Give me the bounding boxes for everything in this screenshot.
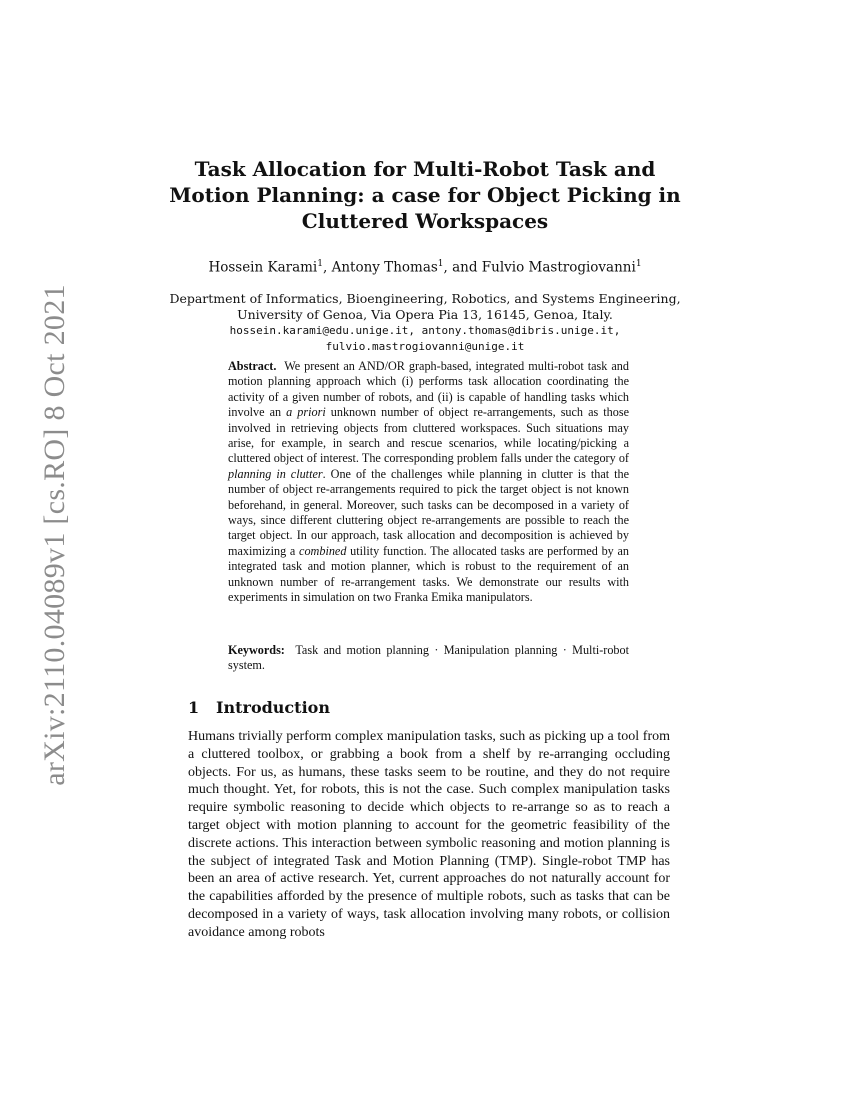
author-name: Fulvio Mastrogiovanni [481,259,636,276]
introduction-paragraph: Humans trivially perform complex manipulation tasks, such as picking up a tool from a cluttered toolbox, or grabbing a book from a shelf by re-arranging occluding objects. For us, as humans, these tasks seem to be routine, and they do not require much thought. Yet, for robots, this is not the case. Such complex manipulation tasks require symbolic reasoning to decide which objects to re-arrange so as to reach a target object with motion planning to account for the geometric feasibility of the discrete actions. This interaction between symbolic reasoning and motion planning is the subject of integrated Task and Motion Planning (TMP). Single-robot TMP has been an area of active research. Yet, current approaches do not naturally account for the capabilities afforded by the presence of multiple robots, such as tasks that can be decomposed in a variety of ways, task allocation involving many robots, or collision avoidance among robots [188,729,670,940]
author-separator: , [322,259,332,276]
keywords-text: Task and motion planning · Manipulation planning · Multi-robot system. [228,643,629,673]
affiliation-line: University of Genoa, Via Opera Pia 13, 16145, Genoa, Italy. [237,307,613,322]
abstract-emphasis: a priori [286,405,326,420]
affiliation-block [150,291,700,355]
author-emails: hossein.karami@edu.unige.it, antony.thomas@dibris.unige.it, [229,324,621,337]
abstract-emphasis: combined [299,543,347,558]
author-name: Antony Thomas [331,259,438,276]
abstract-text: utility function. The allocated tasks are performed by an integrated task and motion planner, which is robust to the requirement of an unknown number of re-arrangement tasks. We demonstrate our results with experiments in simulation on two Franka Emika manipulators. [228,543,629,605]
abstract-text: We present an AND/OR graph-based, integrated multi-robot task and motion planning approach which (i) performs task allocation coordinating the activity of a given number of robots, and (ii) is capable of handling tasks which involve an [228,359,629,420]
keywords [228,643,629,674]
paper-title [150,156,700,234]
abstract-text: . One of the challenges while planning in clutter is that the number of object re-arrangements required to pick the target object is not known beforehand, in general. Moreover, such tasks can be decomposed in a variety of ways, since different cluttering object re-arrangements are possible to reach the target object. In our approach, task allocation and decomposition is achieved by maximizing a [228,466,629,558]
author-affiliation-mark: 1 [437,259,444,269]
abstract-emphasis: planning in clutter [228,466,323,481]
author-name: Hossein Karami [208,259,318,276]
title-line: Task Allocation for Multi-Robot Task and [194,157,656,181]
section-number: 1 [188,698,200,717]
abstract-text: unknown number of object re-arrangements, such as those involved in retrieving objects from cluttered workspaces. Such situations may arise, for example, in search and rescue scenarios, while locating/picking a cluttered object of interest. The corresponding problem falls under the category of [228,405,629,466]
affiliation-line: Department of Informatics, Bioengineering, Robotics, and Systems Engineering, [169,291,681,306]
section-title: Introduction [216,698,330,717]
arxiv-identifier: arXiv:2110.04089v1 [cs.RO] 8 Oct 2021 [38,284,71,786]
title-line: Motion Planning: a case for Object Picking in [169,183,681,207]
author-affiliation-mark: 1 [635,259,642,269]
title-line: Cluttered Workspaces [301,209,549,233]
author-affiliation-mark: 1 [317,259,323,269]
author-separator: , and [443,259,482,276]
section-heading [188,698,330,717]
author-emails: fulvio.mastrogiovanni@unige.it [325,340,525,353]
keywords-label: Keywords: [228,643,285,657]
author-list [0,259,850,276]
abstract-label: Abstract. [228,359,277,373]
abstract [228,359,629,606]
